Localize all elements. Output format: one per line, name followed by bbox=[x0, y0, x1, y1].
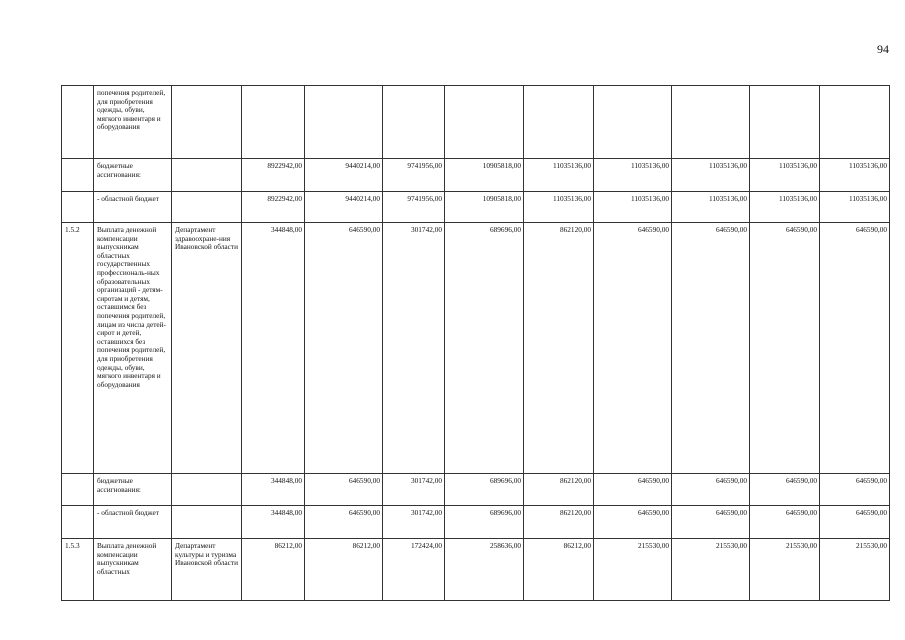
value-cell: 11035136,00 bbox=[594, 159, 672, 192]
row-name-cell: бюджетные ассигнования: bbox=[94, 474, 172, 506]
row-name-cell: Выплата денежной компенсации выпускникам областных bbox=[94, 539, 172, 601]
row-executor-cell bbox=[172, 506, 242, 539]
value-cell: 11035136,00 bbox=[820, 159, 890, 192]
value-cell: 10905818,00 bbox=[445, 192, 524, 223]
value-cell: 8922942,00 bbox=[242, 192, 305, 223]
value-cell: 215530,00 bbox=[750, 539, 820, 601]
value-cell: 344848,00 bbox=[242, 223, 305, 474]
table-row bbox=[62, 506, 890, 539]
value-cell: 11035136,00 bbox=[750, 159, 820, 192]
table-row bbox=[62, 539, 890, 601]
value-cell: 301742,00 bbox=[383, 506, 445, 539]
row-name-cell: Выплата денежной компенсации выпускникам областных государственных профессиональ-ных образовательных организаций - детям-сиротам и детям, оставшимся без попечения родителей, лицам из числа детей-сирот и детей, оставшихся без попечения родителей, для приобретения одежды, обуви, мягкого инвентаря и оборудования bbox=[94, 223, 172, 474]
value-cell: 646590,00 bbox=[305, 506, 383, 539]
value-cell: 646590,00 bbox=[672, 474, 750, 506]
value-cell: 646590,00 bbox=[594, 506, 672, 539]
value-cell: 215530,00 bbox=[594, 539, 672, 601]
value-cell: 11035136,00 bbox=[524, 159, 594, 192]
value-cell: 11035136,00 bbox=[820, 192, 890, 223]
value-cell: 172424,00 bbox=[383, 539, 445, 601]
value-cell: 86212,00 bbox=[242, 539, 305, 601]
value-cell: 646590,00 bbox=[594, 223, 672, 474]
value-cell: 646590,00 bbox=[672, 223, 750, 474]
value-cell bbox=[820, 86, 890, 159]
row-name-cell: попечения родителей, для приобретения одежды, обуви, мягкого инвентаря и оборудования bbox=[94, 86, 172, 159]
row-name-cell: бюджетные ассигнования: bbox=[94, 159, 172, 192]
value-cell bbox=[445, 86, 524, 159]
value-cell: 646590,00 bbox=[305, 474, 383, 506]
row-code-cell bbox=[62, 506, 94, 539]
table-row bbox=[62, 159, 890, 192]
table-row bbox=[62, 192, 890, 223]
row-code-cell: 1.5.2 bbox=[62, 223, 94, 474]
value-cell bbox=[524, 86, 594, 159]
value-cell: 9440214,00 bbox=[305, 159, 383, 192]
row-code-cell bbox=[62, 86, 94, 159]
value-cell: 689696,00 bbox=[445, 506, 524, 539]
value-cell: 215530,00 bbox=[820, 539, 890, 601]
page-number: 94 bbox=[877, 42, 889, 56]
row-code-cell bbox=[62, 192, 94, 223]
row-code-cell bbox=[62, 159, 94, 192]
row-executor-cell bbox=[172, 474, 242, 506]
row-executor-cell: Департамент здравоохране-ния Ивановской области bbox=[172, 223, 242, 474]
row-name-cell: - областной бюджет bbox=[94, 506, 172, 539]
budget-table bbox=[61, 85, 890, 601]
value-cell: 862120,00 bbox=[524, 223, 594, 474]
value-cell: 646590,00 bbox=[750, 506, 820, 539]
value-cell: 11035136,00 bbox=[594, 192, 672, 223]
value-cell: 862120,00 bbox=[524, 474, 594, 506]
row-name-cell: - областной бюджет bbox=[94, 192, 172, 223]
value-cell: 258636,00 bbox=[445, 539, 524, 601]
value-cell: 344848,00 bbox=[242, 506, 305, 539]
value-cell: 301742,00 bbox=[383, 223, 445, 474]
value-cell: 215530,00 bbox=[672, 539, 750, 601]
value-cell: 9440214,00 bbox=[305, 192, 383, 223]
value-cell: 862120,00 bbox=[524, 506, 594, 539]
value-cell: 646590,00 bbox=[305, 223, 383, 474]
value-cell: 8922942,00 bbox=[242, 159, 305, 192]
value-cell bbox=[383, 86, 445, 159]
row-executor-cell bbox=[172, 86, 242, 159]
value-cell: 646590,00 bbox=[672, 506, 750, 539]
table-row bbox=[62, 86, 890, 159]
value-cell: 646590,00 bbox=[820, 474, 890, 506]
table-row bbox=[62, 474, 890, 506]
row-executor-cell bbox=[172, 192, 242, 223]
value-cell bbox=[672, 86, 750, 159]
row-executor-cell bbox=[172, 159, 242, 192]
value-cell: 646590,00 bbox=[750, 223, 820, 474]
value-cell: 11035136,00 bbox=[672, 192, 750, 223]
value-cell bbox=[242, 86, 305, 159]
value-cell: 689696,00 bbox=[445, 474, 524, 506]
value-cell: 9741956,00 bbox=[383, 159, 445, 192]
value-cell: 86212,00 bbox=[305, 539, 383, 601]
value-cell: 11035136,00 bbox=[672, 159, 750, 192]
row-code-cell bbox=[62, 474, 94, 506]
value-cell bbox=[594, 86, 672, 159]
value-cell: 10905818,00 bbox=[445, 159, 524, 192]
value-cell: 689696,00 bbox=[445, 223, 524, 474]
value-cell: 646590,00 bbox=[820, 223, 890, 474]
value-cell bbox=[305, 86, 383, 159]
value-cell: 344848,00 bbox=[242, 474, 305, 506]
value-cell: 86212,00 bbox=[524, 539, 594, 601]
value-cell: 9741956,00 bbox=[383, 192, 445, 223]
value-cell bbox=[750, 86, 820, 159]
value-cell: 301742,00 bbox=[383, 474, 445, 506]
value-cell: 646590,00 bbox=[594, 474, 672, 506]
value-cell: 646590,00 bbox=[820, 506, 890, 539]
value-cell: 11035136,00 bbox=[524, 192, 594, 223]
row-code-cell: 1.5.3 bbox=[62, 539, 94, 601]
value-cell: 11035136,00 bbox=[750, 192, 820, 223]
value-cell: 646590,00 bbox=[750, 474, 820, 506]
table-row bbox=[62, 223, 890, 474]
row-executor-cell: Департамент культуры и туризма Ивановской области bbox=[172, 539, 242, 601]
